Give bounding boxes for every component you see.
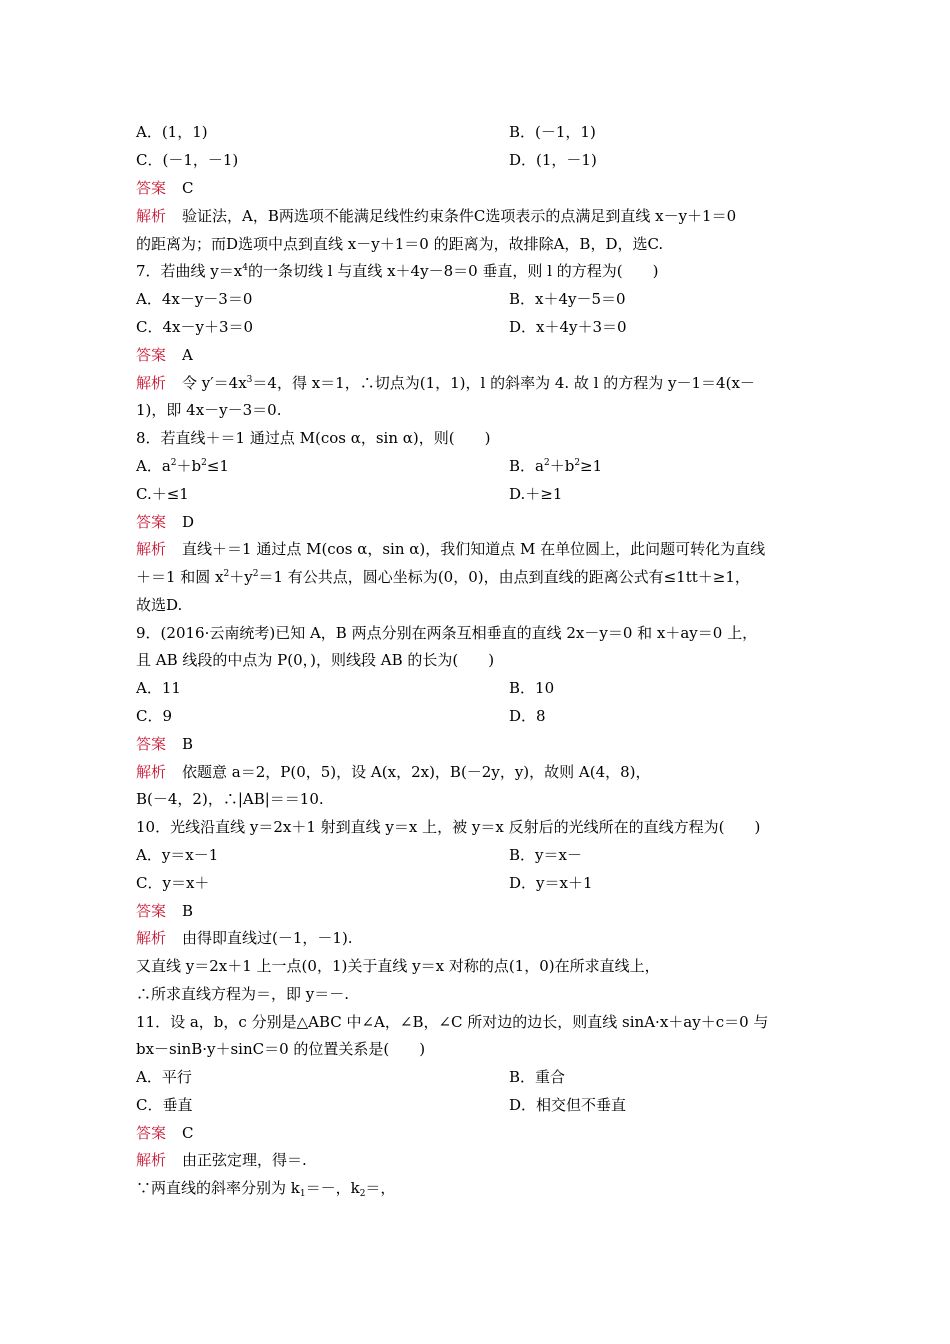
analysis-label: 解析 bbox=[136, 929, 167, 947]
answer-label: 答案 bbox=[136, 1124, 167, 1142]
option-row bbox=[136, 704, 816, 728]
question-stem bbox=[136, 426, 816, 450]
option-row bbox=[136, 482, 816, 506]
answer-line bbox=[136, 899, 816, 923]
analysis-text: 依题意 a＝2，P(0，5)，设 A(x，2x)，B(－2y，y)，故则 A(4，8)， bbox=[182, 763, 651, 781]
superscript: 2 bbox=[223, 569, 230, 579]
analysis-label: 解析 bbox=[136, 540, 167, 558]
analysis-text: ＝－，k bbox=[305, 1179, 360, 1197]
option-a: A．y＝x－1 bbox=[136, 846, 219, 864]
answer-line bbox=[136, 343, 816, 367]
option-text: B．a bbox=[509, 457, 544, 475]
stem-text: bx－sinB·y＋sinC＝0 的位置关系是( ) bbox=[136, 1040, 426, 1058]
stem-text: 9．(2016·云南统考)已知 A，B 两点分别在两条互相垂直的直线 2x－y＝0 和 x＋ay＝0 上， bbox=[136, 624, 758, 642]
analysis-line bbox=[136, 1148, 816, 1172]
analysis-text: 令 y′＝4x bbox=[182, 374, 247, 392]
answer-line bbox=[136, 176, 816, 200]
option-c: C.＋≤1 bbox=[136, 485, 189, 503]
superscript: 2 bbox=[252, 569, 259, 579]
analysis-text: ＋y bbox=[229, 568, 253, 586]
analysis-line bbox=[136, 1176, 816, 1200]
stem-text: 10．光线沿直线 y＝2x＋1 射到直线 y＝x 上，被 y＝x 反射后的光线所在的直线方程为( ) bbox=[136, 818, 761, 836]
analysis-text: 由正弦定理，得＝. bbox=[182, 1151, 307, 1169]
option-d: D．y＝x＋1 bbox=[509, 874, 593, 892]
analysis-line bbox=[136, 982, 816, 1006]
answer-line bbox=[136, 1121, 816, 1145]
analysis-text: 由得即直线过(－1，－1). bbox=[182, 929, 353, 947]
analysis-label: 解析 bbox=[136, 207, 167, 225]
option-row bbox=[136, 287, 816, 311]
option-b: B．(－1，1) bbox=[509, 123, 596, 141]
analysis-text: B(－4，2)，∴|AB|＝＝10. bbox=[136, 790, 324, 808]
option-c: C．4x－y＋3＝0 bbox=[136, 318, 254, 336]
analysis-text: ＝， bbox=[365, 1179, 396, 1197]
option-c: C．(－1，－1) bbox=[136, 151, 239, 169]
option-a: A．11 bbox=[136, 679, 181, 697]
superscript: 2 bbox=[201, 458, 207, 468]
answer-label: 答案 bbox=[136, 513, 167, 531]
answer-value: B bbox=[182, 735, 194, 753]
superscript: 4 bbox=[242, 263, 248, 273]
stem-text: 8．若直线＋＝1 通过点 M(cos α，sin α)，则( ) bbox=[136, 429, 491, 447]
analysis-line bbox=[136, 954, 816, 978]
option-row bbox=[136, 1093, 816, 1117]
superscript: 3 bbox=[246, 375, 253, 385]
analysis-line bbox=[136, 593, 816, 617]
analysis-text: ＝4，得 x＝1，∴切点为(1，1)，l 的斜率为 4. 故 l 的方程为 y－1＝4(x－ bbox=[252, 374, 755, 392]
option-text: ＋b bbox=[549, 457, 575, 475]
answer-value: C bbox=[182, 179, 194, 197]
option-b: B．x＋4y－5＝0 bbox=[509, 290, 626, 308]
analysis-text: 验证法，A，B两选项不能满足线性约束条件C选项表示的点满足到直线 x－y＋1＝0 bbox=[182, 207, 737, 225]
analysis-line bbox=[136, 926, 816, 950]
answer-value: A bbox=[182, 346, 193, 364]
answer-line bbox=[136, 510, 816, 534]
option-c: C．垂直 bbox=[136, 1096, 193, 1114]
analysis-text: 直线＋＝1 通过点 M(cos α，sin α)，我们知道点 M 在单位圆上，此问题可转化为直线 bbox=[182, 540, 766, 558]
answer-label: 答案 bbox=[136, 179, 167, 197]
analysis-text: 1)，即 4x－y－3＝0. bbox=[136, 401, 282, 419]
analysis-text: 的距离为；而D选项中点到直线 x－y＋1＝0 的距离为，故排除A，B，D，选C. bbox=[136, 235, 664, 253]
option-d: D．x＋4y＋3＝0 bbox=[509, 318, 627, 336]
analysis-line bbox=[136, 760, 816, 784]
option-c: C．y＝x＋ bbox=[136, 874, 210, 892]
analysis-line bbox=[136, 232, 816, 256]
analysis-line bbox=[136, 371, 816, 395]
analysis-line bbox=[136, 787, 816, 811]
option-d: D．相交但不垂直 bbox=[509, 1096, 627, 1114]
question-stem bbox=[136, 259, 816, 283]
stem-text: 的一条切线 l 与直线 x＋4y－8＝0 垂直，则 l 的方程为( ) bbox=[247, 262, 659, 280]
option-text: A．a bbox=[136, 457, 171, 475]
option-d: D．8 bbox=[509, 707, 546, 725]
question-stem bbox=[136, 621, 816, 645]
question-stem bbox=[136, 648, 816, 672]
subscript: 1 bbox=[299, 1189, 306, 1199]
answer-value: D bbox=[182, 513, 195, 531]
answer-label: 答案 bbox=[136, 902, 167, 920]
answer-label: 答案 bbox=[136, 346, 167, 364]
option-row bbox=[136, 676, 816, 700]
option-b: B．10 bbox=[509, 679, 555, 697]
analysis-label: 解析 bbox=[136, 763, 167, 781]
analysis-label: 解析 bbox=[136, 1151, 167, 1169]
superscript: 2 bbox=[170, 458, 177, 468]
option-text: ＋b bbox=[176, 457, 202, 475]
option-d: D.＋≥1 bbox=[509, 485, 563, 503]
analysis-line bbox=[136, 537, 816, 561]
option-a: A．4x－y－3＝0 bbox=[136, 290, 253, 308]
option-row bbox=[136, 120, 816, 144]
option-d: D．(1，－1) bbox=[509, 151, 597, 169]
analysis-label: 解析 bbox=[136, 374, 167, 392]
question-stem bbox=[136, 1010, 816, 1034]
analysis-line bbox=[136, 204, 816, 228]
option-row bbox=[136, 1065, 816, 1089]
option-row bbox=[136, 148, 816, 172]
analysis-text: ＝1 有公共点，圆心坐标为(0，0)，由点到直线的距离公式有≤1tt＋≥1， bbox=[258, 568, 750, 586]
superscript: 2 bbox=[543, 458, 550, 468]
stem-text: 7．若曲线 y＝x bbox=[136, 262, 243, 280]
subscript: 2 bbox=[359, 1189, 366, 1199]
option-row bbox=[136, 843, 816, 867]
question-stem bbox=[136, 815, 816, 839]
question-stem bbox=[136, 1037, 816, 1061]
analysis-text: ＋＝1 和圆 x bbox=[136, 568, 224, 586]
analysis-text: ∴所求直线方程为＝，即 y＝－. bbox=[136, 985, 350, 1003]
option-a: A．(1，1) bbox=[136, 123, 208, 141]
answer-line bbox=[136, 732, 816, 756]
option-row bbox=[136, 315, 816, 339]
superscript: 2 bbox=[574, 458, 581, 468]
analysis-text: 故选D. bbox=[136, 596, 183, 614]
analysis-line bbox=[136, 565, 816, 589]
answer-value: C bbox=[182, 1124, 194, 1142]
option-text: ≥1 bbox=[580, 457, 603, 475]
option-text: ≤1 bbox=[206, 457, 229, 475]
stem-text: 11．设 a，b，c 分别是△ABC 中∠A，∠B，∠C 所对边的边长，则直线 sinA·x＋ay＋c＝0 与 bbox=[136, 1013, 769, 1031]
option-b bbox=[509, 454, 602, 478]
answer-label: 答案 bbox=[136, 735, 167, 753]
option-row bbox=[136, 871, 816, 895]
analysis-text: 又直线 y＝2x＋1 上一点(0，1)关于直线 y＝x 对称的点(1，0)在所求直线上， bbox=[136, 957, 660, 975]
option-b: B．重合 bbox=[509, 1068, 566, 1086]
option-c: C．9 bbox=[136, 707, 173, 725]
option-row bbox=[136, 454, 816, 478]
stem-text: 且 AB 线段的中点为 P(0，)，则线段 AB 的长为( ) bbox=[136, 651, 495, 669]
answer-value: B bbox=[182, 902, 194, 920]
analysis-line bbox=[136, 398, 816, 422]
option-a: A．平行 bbox=[136, 1068, 192, 1086]
analysis-text: ∵两直线的斜率分别为 k bbox=[136, 1179, 300, 1197]
option-b: B．y＝x－ bbox=[509, 846, 582, 864]
option-a bbox=[136, 454, 229, 478]
